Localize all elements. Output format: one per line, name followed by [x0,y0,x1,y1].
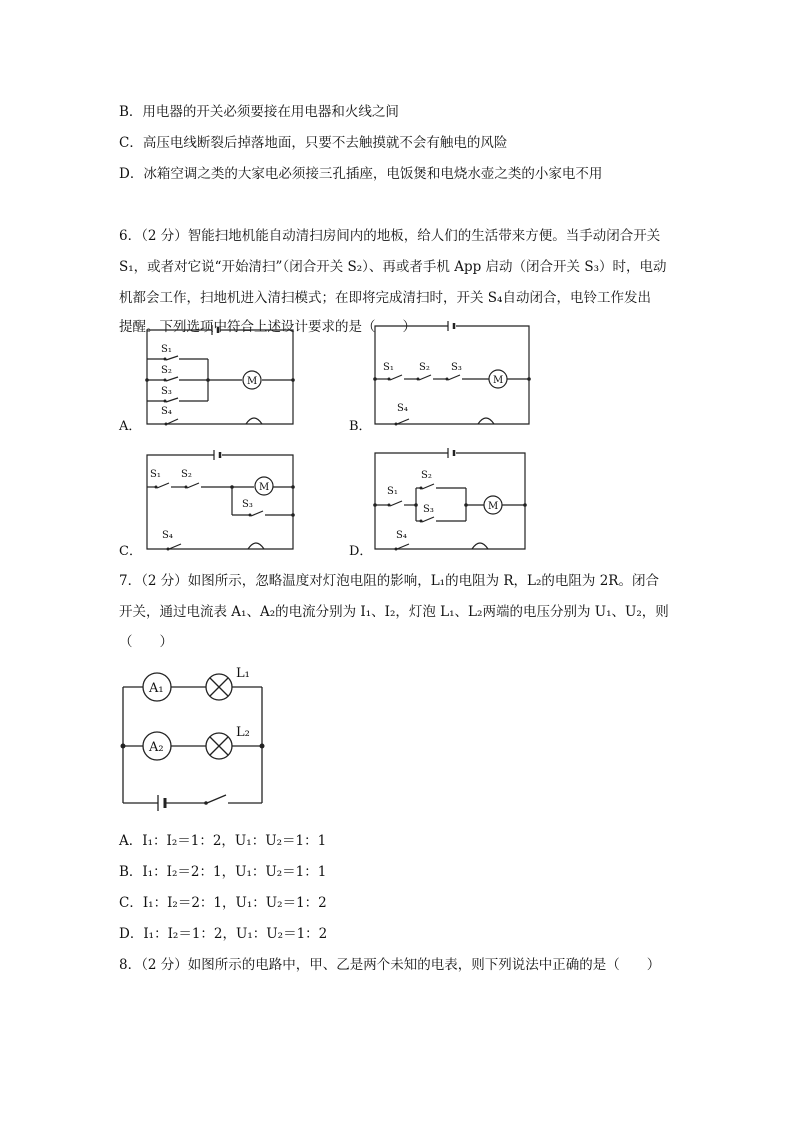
b-s4-label: S₄ [397,403,408,414]
q5-option-d: D．冰箱空调之类的大家电必须接三孔插座，电饭煲和电烧水壶之类的小家电不用 [119,166,603,182]
q6-stem-line2: S₁，或者对它说“开始清扫”（闭合开关 S₂）、再或者手机 App 启动（闭合开关 S₃）时，电动 [119,259,667,275]
q7-stem-line3: （ ） [119,634,173,650]
a-s3-label: S₃ [161,386,172,397]
d-s3-label: S₃ [423,504,434,515]
a-s1-label: S₁ [161,344,172,355]
q6-option-c-label: C． [119,544,142,559]
a-s2-label: S₂ [161,365,172,376]
q6-stem-line3: 机都会工作，扫地机进入清扫模式；在即将完成清扫时，开关 S₄自动闭合，电铃工作发出 [119,290,651,306]
c-s3-label: S₃ [242,499,253,510]
c-motor-label: M [259,482,270,493]
q7-option-a: A．I₁：I₂＝1：2，U₁：U₂＝1：1 [119,833,327,849]
b-motor-label: M [493,375,504,386]
d-s2-label: S₂ [421,470,432,481]
q5-option-b: B．用电器的开关必须要接在用电器和火线之间 [119,104,399,120]
q6-stem-line1: 6．（2 分）智能扫地机能自动清扫房间内的地板，给人们的生活带来方便。当手动闭合开关 [119,228,661,244]
q6-option-d-label: D． [349,544,373,559]
q7-option-b: B．I₁：I₂＝2：1，U₁：U₂＝1：1 [119,864,327,880]
q7-stem-line1: 7．（2 分）如图所示，忽略温度对灯泡电阻的影响，L₁的电阻为 R，L₂的电阻为 2R。闭合 [119,573,659,589]
l1-label: L₁ [236,666,250,681]
q7-option-c: C．I₁：I₂＝2：1，U₁：U₂＝1：2 [119,895,327,911]
a-s4-label: S₄ [161,406,172,417]
a-motor-label: M [247,376,258,387]
switch-icon [207,795,226,803]
d-s1-label: S₁ [387,486,398,497]
q6-stem-line4: 提醒。下列选项中符合上述设计要求的是（ ） [119,319,416,335]
a2-label: A₂ [149,740,164,755]
q7-stem-line2: 开关，通过电流表 A₁、A₂的电流分别为 I₁、I₂，灯泡 L₁、L₂两端的电压分别为 U₁、U₂，则 [119,604,669,620]
c-s2-label: S₂ [181,469,192,480]
q8-stem-line1: 8．（2 分）如图所示的电路中，甲、乙是两个未知的电表，则下列说法中正确的是（ ） [119,957,661,973]
q6-option-b-label: B． [349,419,372,434]
b-s3-label: S₃ [451,362,462,373]
c-s1-label: S₁ [150,469,161,480]
b-s2-label: S₂ [419,362,430,373]
q6-option-a-label: A． [119,419,142,434]
a1-label: A₁ [149,681,164,696]
l2-label: L₂ [236,725,250,740]
q7-option-d: D．I₁：I₂＝1：2，U₁：U₂＝1：2 [119,926,328,942]
c-s4-label: S₄ [162,530,173,541]
q5-option-c: C．高压电线断裂后掉落地面，只要不去触摸就不会有触电的风险 [119,135,508,151]
d-s4-label: S₄ [396,530,407,541]
b-s1-label: S₁ [383,362,394,373]
d-motor-label: M [488,501,499,512]
